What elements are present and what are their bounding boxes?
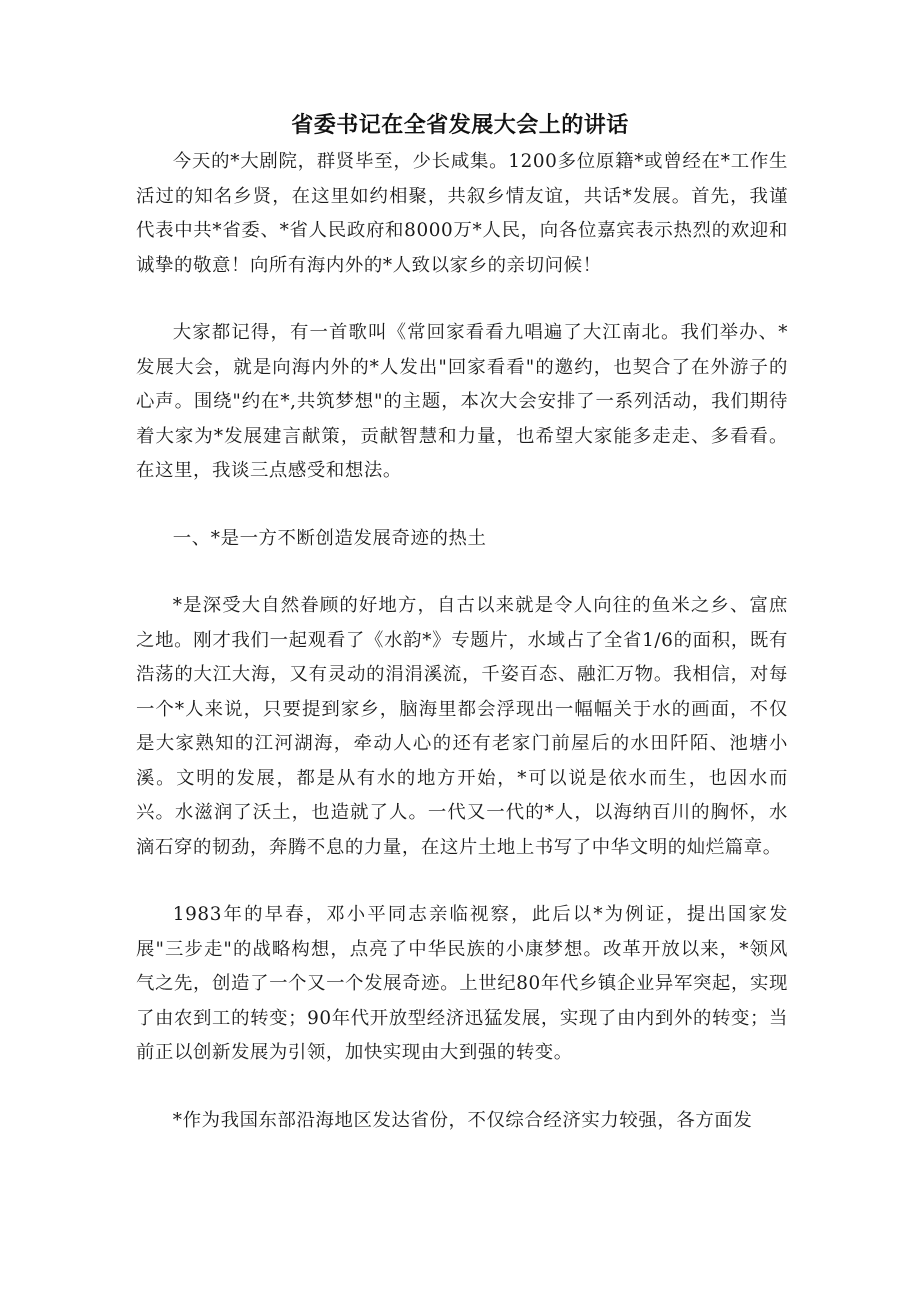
paragraph-province: *作为我国东部沿海地区发达省份，不仅综合经济实力较强，各方面发 xyxy=(172,1109,753,1131)
document-title: 省委书记在全省发展大会上的讲话 xyxy=(291,113,629,138)
paragraph-reform: 1983年的早春，邓小平同志亲临视察，此后以*为例证，提出国家发展"三步走"的战略构想，点亮了中华民族的小康梦想。改革开放以来，*领风气之先，创造了一个又一个发展奇迹。上世纪80年代乡镇企业异军突起，实现了由农到工的转变；90年代开放型经济迅猛发展，实现了由内到外的转变；当前正以创新发展为引领，加快实现由大到强的转变。 xyxy=(136,904,788,1063)
paragraph-invitation: 大家都记得，有一首歌叫《常回家看看九唱遍了大江南北。我们举办、*发展大会，就是向海内外的*人发出"回家看看"的邀约，也契合了在外游子的心声。围绕"约在*,共筑梦想"的主题，本次大会安排了一系列活动，我们期待着大家为*发展建言献策，贡献智慧和力量，也希望大家能多走走、多看看。在这里，我谈三点感受和想法。 xyxy=(136,322,788,481)
document-body xyxy=(136,145,788,1171)
paragraph-water: *是深受大自然眷顾的好地方，自古以来就是令人向往的鱼米之乡、富庶之地。刚才我们一起观看了《水韵*》专题片，水域占了全省1/6的面积，既有浩荡的大江大海，又有灵动的涓涓溪流，千姿百态、融汇万物。我相信，对每一个*人来说，只要提到家乡，脑海里都会浮现出一幅幅关于水的画面，不仅是大家熟知的江河湖海，牵动人心的还有老家门前屋后的水田阡陌、池塘小溪。文明的发展，都是从有水的地方开始，*可以说是依水而生，也因水而兴。水滋润了沃土，也造就了人。一代又一代的*人，以海纳百川的胸怀，水滴石穿的韧劲，奔腾不息的力量，在这片土地上书写了中华文明的灿烂篇章。 xyxy=(136,595,788,858)
paragraph-opening: 今天的*大剧院，群贤毕至，少长咸集。1200多位原籍*或曾经在*工作生活过的知名乡贤，在这里如约相聚，共叙乡情友谊，共话*发展。首先，我谨代表中共*省委、*省人民政府和8000万*人民，向各位嘉宾表示热烈的欢迎和诚挚的敬意！向所有海内外的*人致以家乡的亲切问候！ xyxy=(136,151,788,276)
section-heading-one: 一、*是一方不断创造发展奇迹的热土 xyxy=(172,527,487,549)
